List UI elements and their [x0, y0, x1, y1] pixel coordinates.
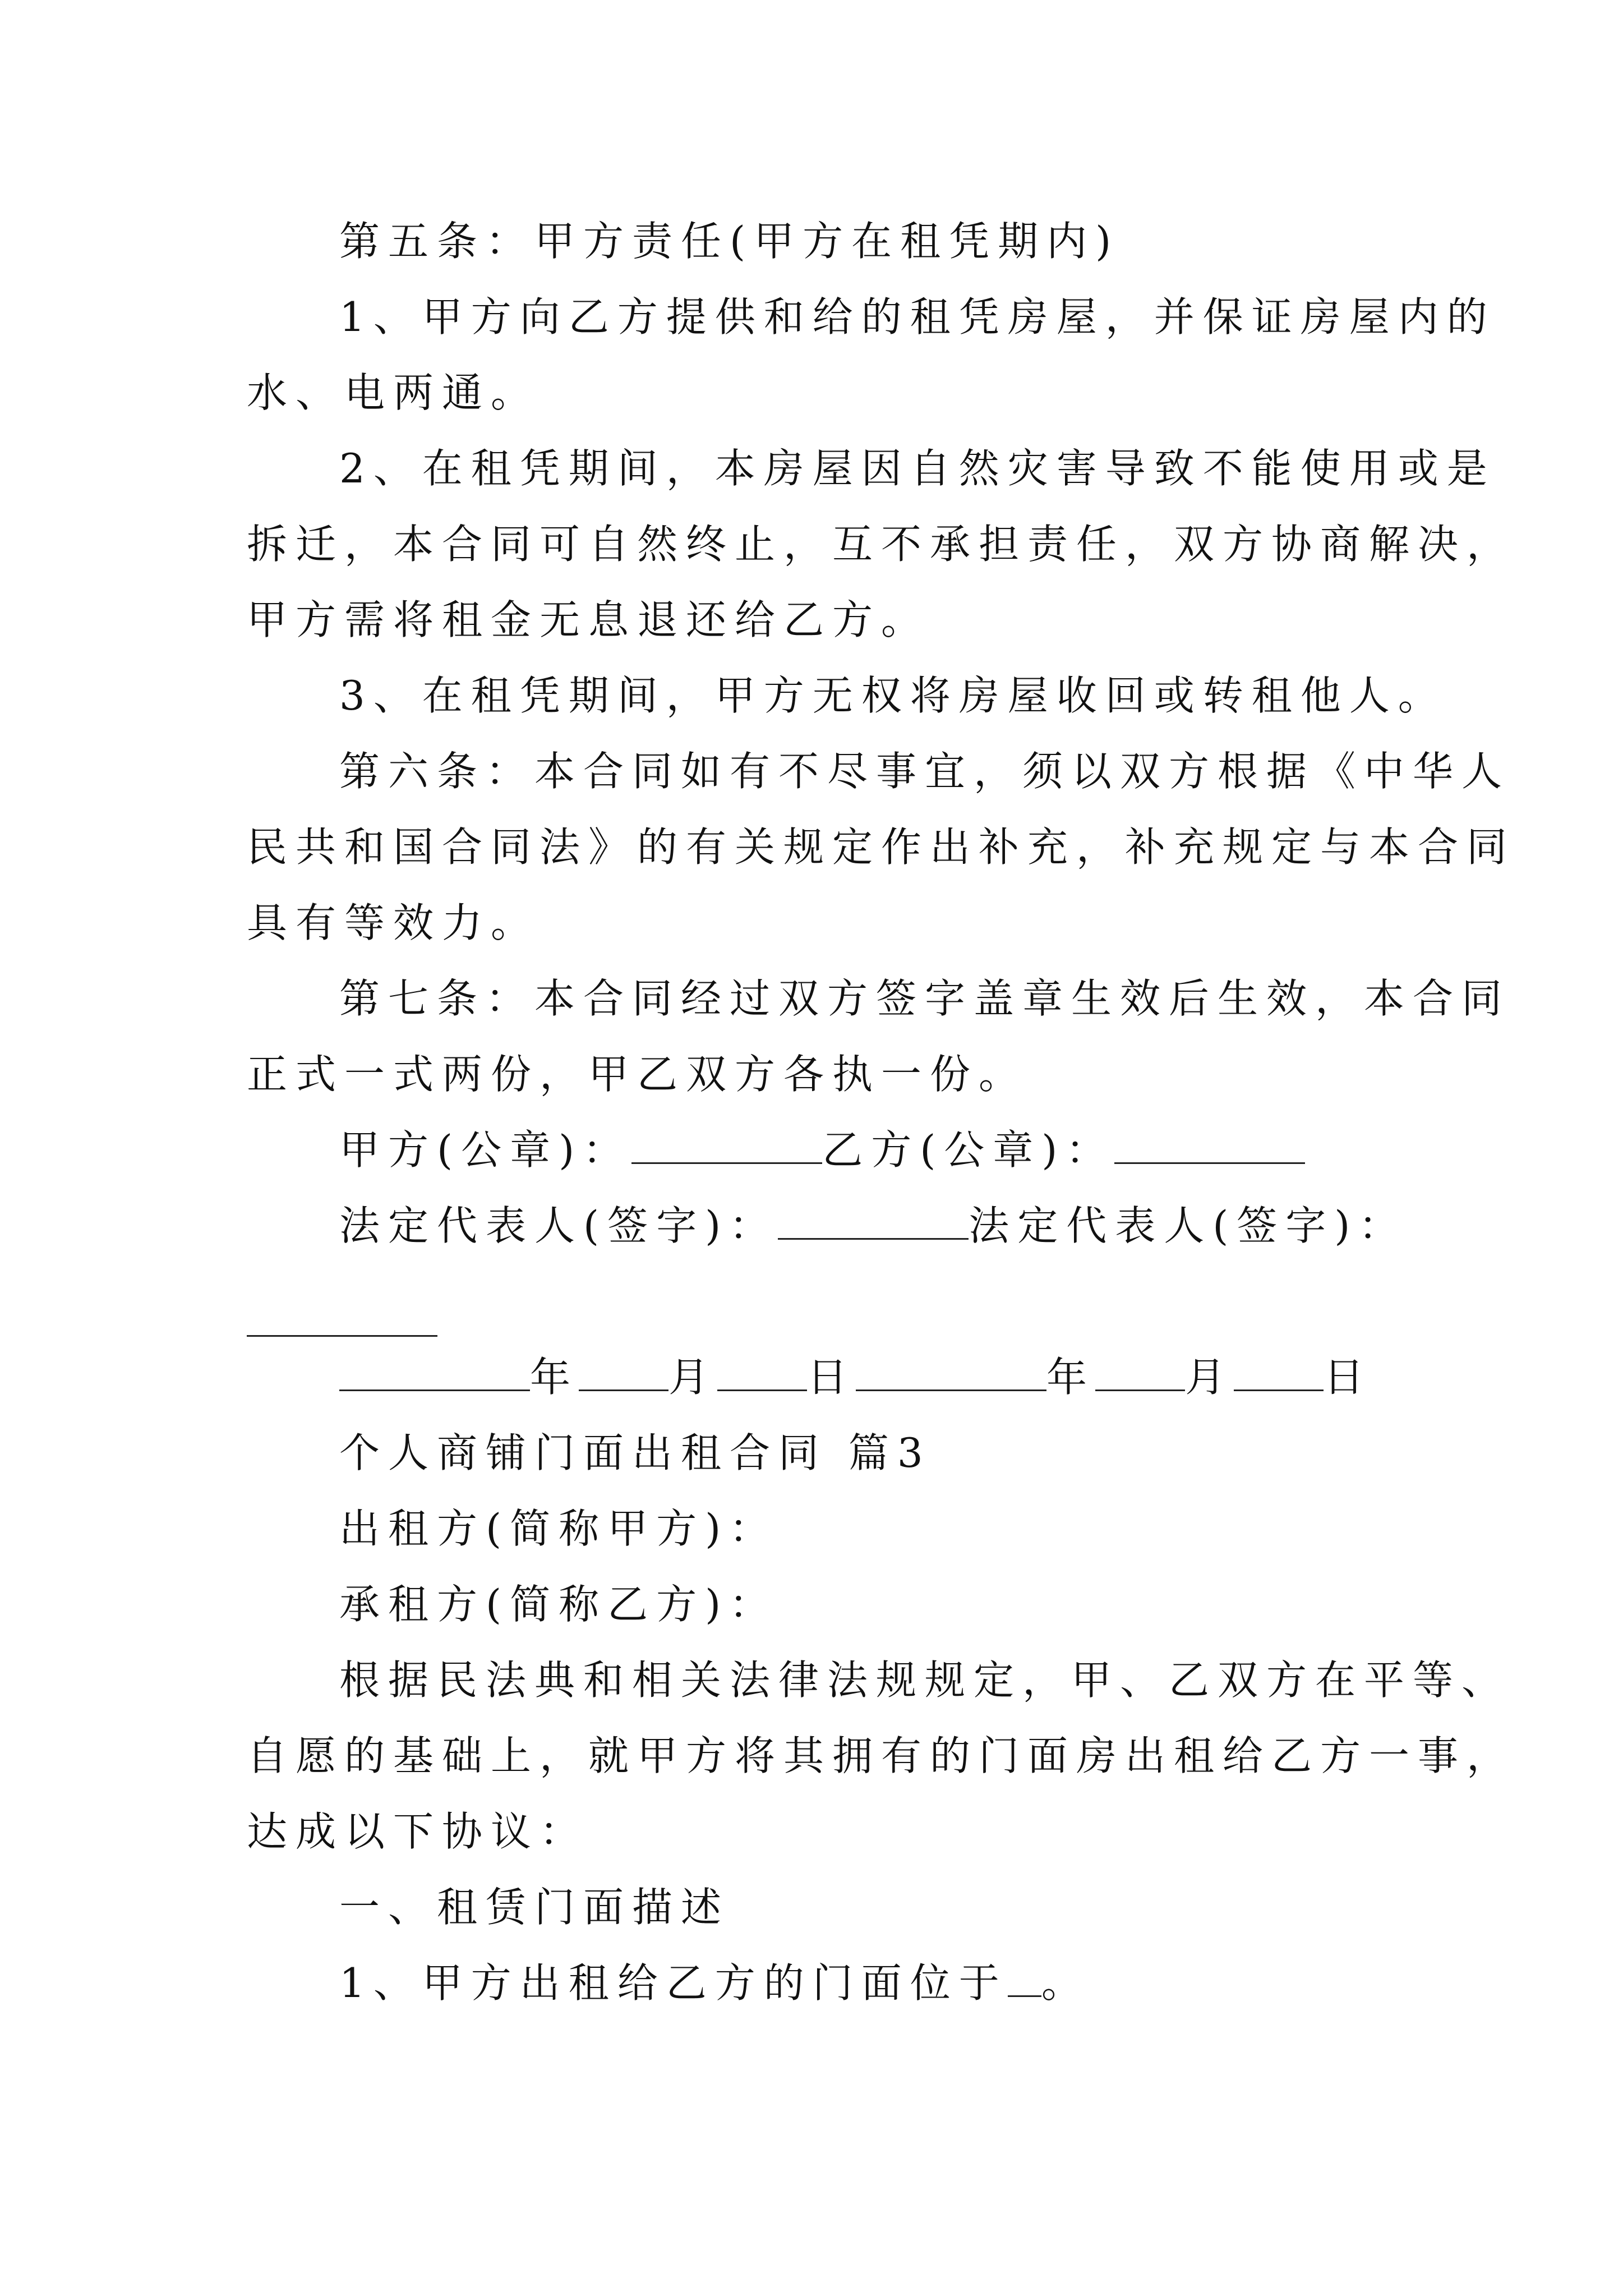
date-b-day-label: 日 [1324, 1354, 1373, 1401]
article-5-item-2-line-1: 2、在租凭期间，本房屋因自然灾害导致不能使用或是 [339, 445, 1496, 492]
article-5-heading: 第五条：甲方责任(甲方在租凭期内) [339, 218, 1120, 265]
article-5-item-1-line-1: 1、甲方向乙方提供和给的租凭房屋，并保证房屋内的 [339, 293, 1496, 341]
rep-b-blank[interactable] [247, 1335, 437, 1337]
clause-1-location-blank[interactable] [1008, 1962, 1041, 1997]
article-7-line-2: 正式一式两份，甲乙双方各执一份。 [247, 1051, 1028, 1098]
article-5-item-2-line-2: 拆迁，本合同可自然终止，互不承担责任，双方协商解决， [247, 521, 1516, 568]
date-a-month-blank[interactable] [579, 1356, 668, 1391]
lessor-label: 出租方(简称甲方)： [339, 1505, 778, 1552]
preamble-line-2: 自愿的基础上，就甲方将其拥有的门面房出租给乙方一事， [247, 1732, 1516, 1779]
date-b-day-blank[interactable] [1234, 1356, 1324, 1391]
date-a-day-label: 日 [807, 1354, 856, 1401]
clause-1-suffix: 。 [1041, 1959, 1090, 2007]
article-5-item-2-line-3: 甲方需将租金无息退还给乙方。 [247, 596, 930, 643]
date-b-year-blank[interactable] [856, 1356, 1046, 1391]
party-a-seal-label: 甲方(公章)： [339, 1126, 632, 1174]
article-6-line-2: 民共和国合同法》的有关规定作出补充，补充规定与本合同 [247, 823, 1516, 871]
article-5-item-1-line-2: 水、电两通。 [247, 369, 540, 416]
article-6-line-1: 第六条：本合同如有不尽事宜，须以双方根据《中华人 [339, 748, 1511, 795]
date-line [339, 1352, 1405, 1402]
date-a-day-blank[interactable] [717, 1356, 807, 1391]
article-7-line-1: 第七条：本合同经过双方签字盖章生效后生效，本合同 [339, 975, 1511, 1022]
lessee-label: 承租方(简称乙方)： [339, 1581, 778, 1628]
date-a-month-label: 月 [668, 1354, 718, 1401]
article-6-line-3: 具有等效力。 [247, 899, 540, 946]
date-b-month-blank[interactable] [1095, 1356, 1185, 1391]
party-b-seal-label: 乙方(公章)： [822, 1126, 1115, 1174]
clause-heading: 一、租赁门面描述 [339, 1884, 730, 1931]
preamble-line-3: 达成以下协议： [247, 1808, 589, 1855]
seal-line [339, 1125, 1405, 1175]
clause-1-line [339, 1958, 1405, 2008]
party-a-seal-blank[interactable] [631, 1129, 822, 1164]
preamble-line-1: 根据民法典和相关法律法规规定，甲、乙双方在平等、 [339, 1657, 1511, 1704]
representative-line [339, 1200, 1408, 1251]
article-5-item-3: 3、在租凭期间，甲方无权将房屋收回或转租他人。 [339, 672, 1447, 719]
date-a-year-label: 年 [530, 1354, 579, 1401]
date-a-year-blank[interactable] [339, 1356, 530, 1391]
date-b-month-label: 月 [1185, 1354, 1234, 1401]
rep-a-label: 法定代表人(签字)： [339, 1202, 778, 1249]
rep-a-blank[interactable] [778, 1204, 969, 1240]
date-b-year-label: 年 [1046, 1354, 1096, 1401]
clause-1-prefix: 1、甲方出租给乙方的门面位于 [339, 1959, 1008, 2007]
party-b-seal-blank[interactable] [1114, 1129, 1305, 1164]
section-title: 个人商铺门面出租合同 篇3 [339, 1429, 932, 1476]
rep-b-label: 法定代表人(签字)： [969, 1202, 1408, 1249]
